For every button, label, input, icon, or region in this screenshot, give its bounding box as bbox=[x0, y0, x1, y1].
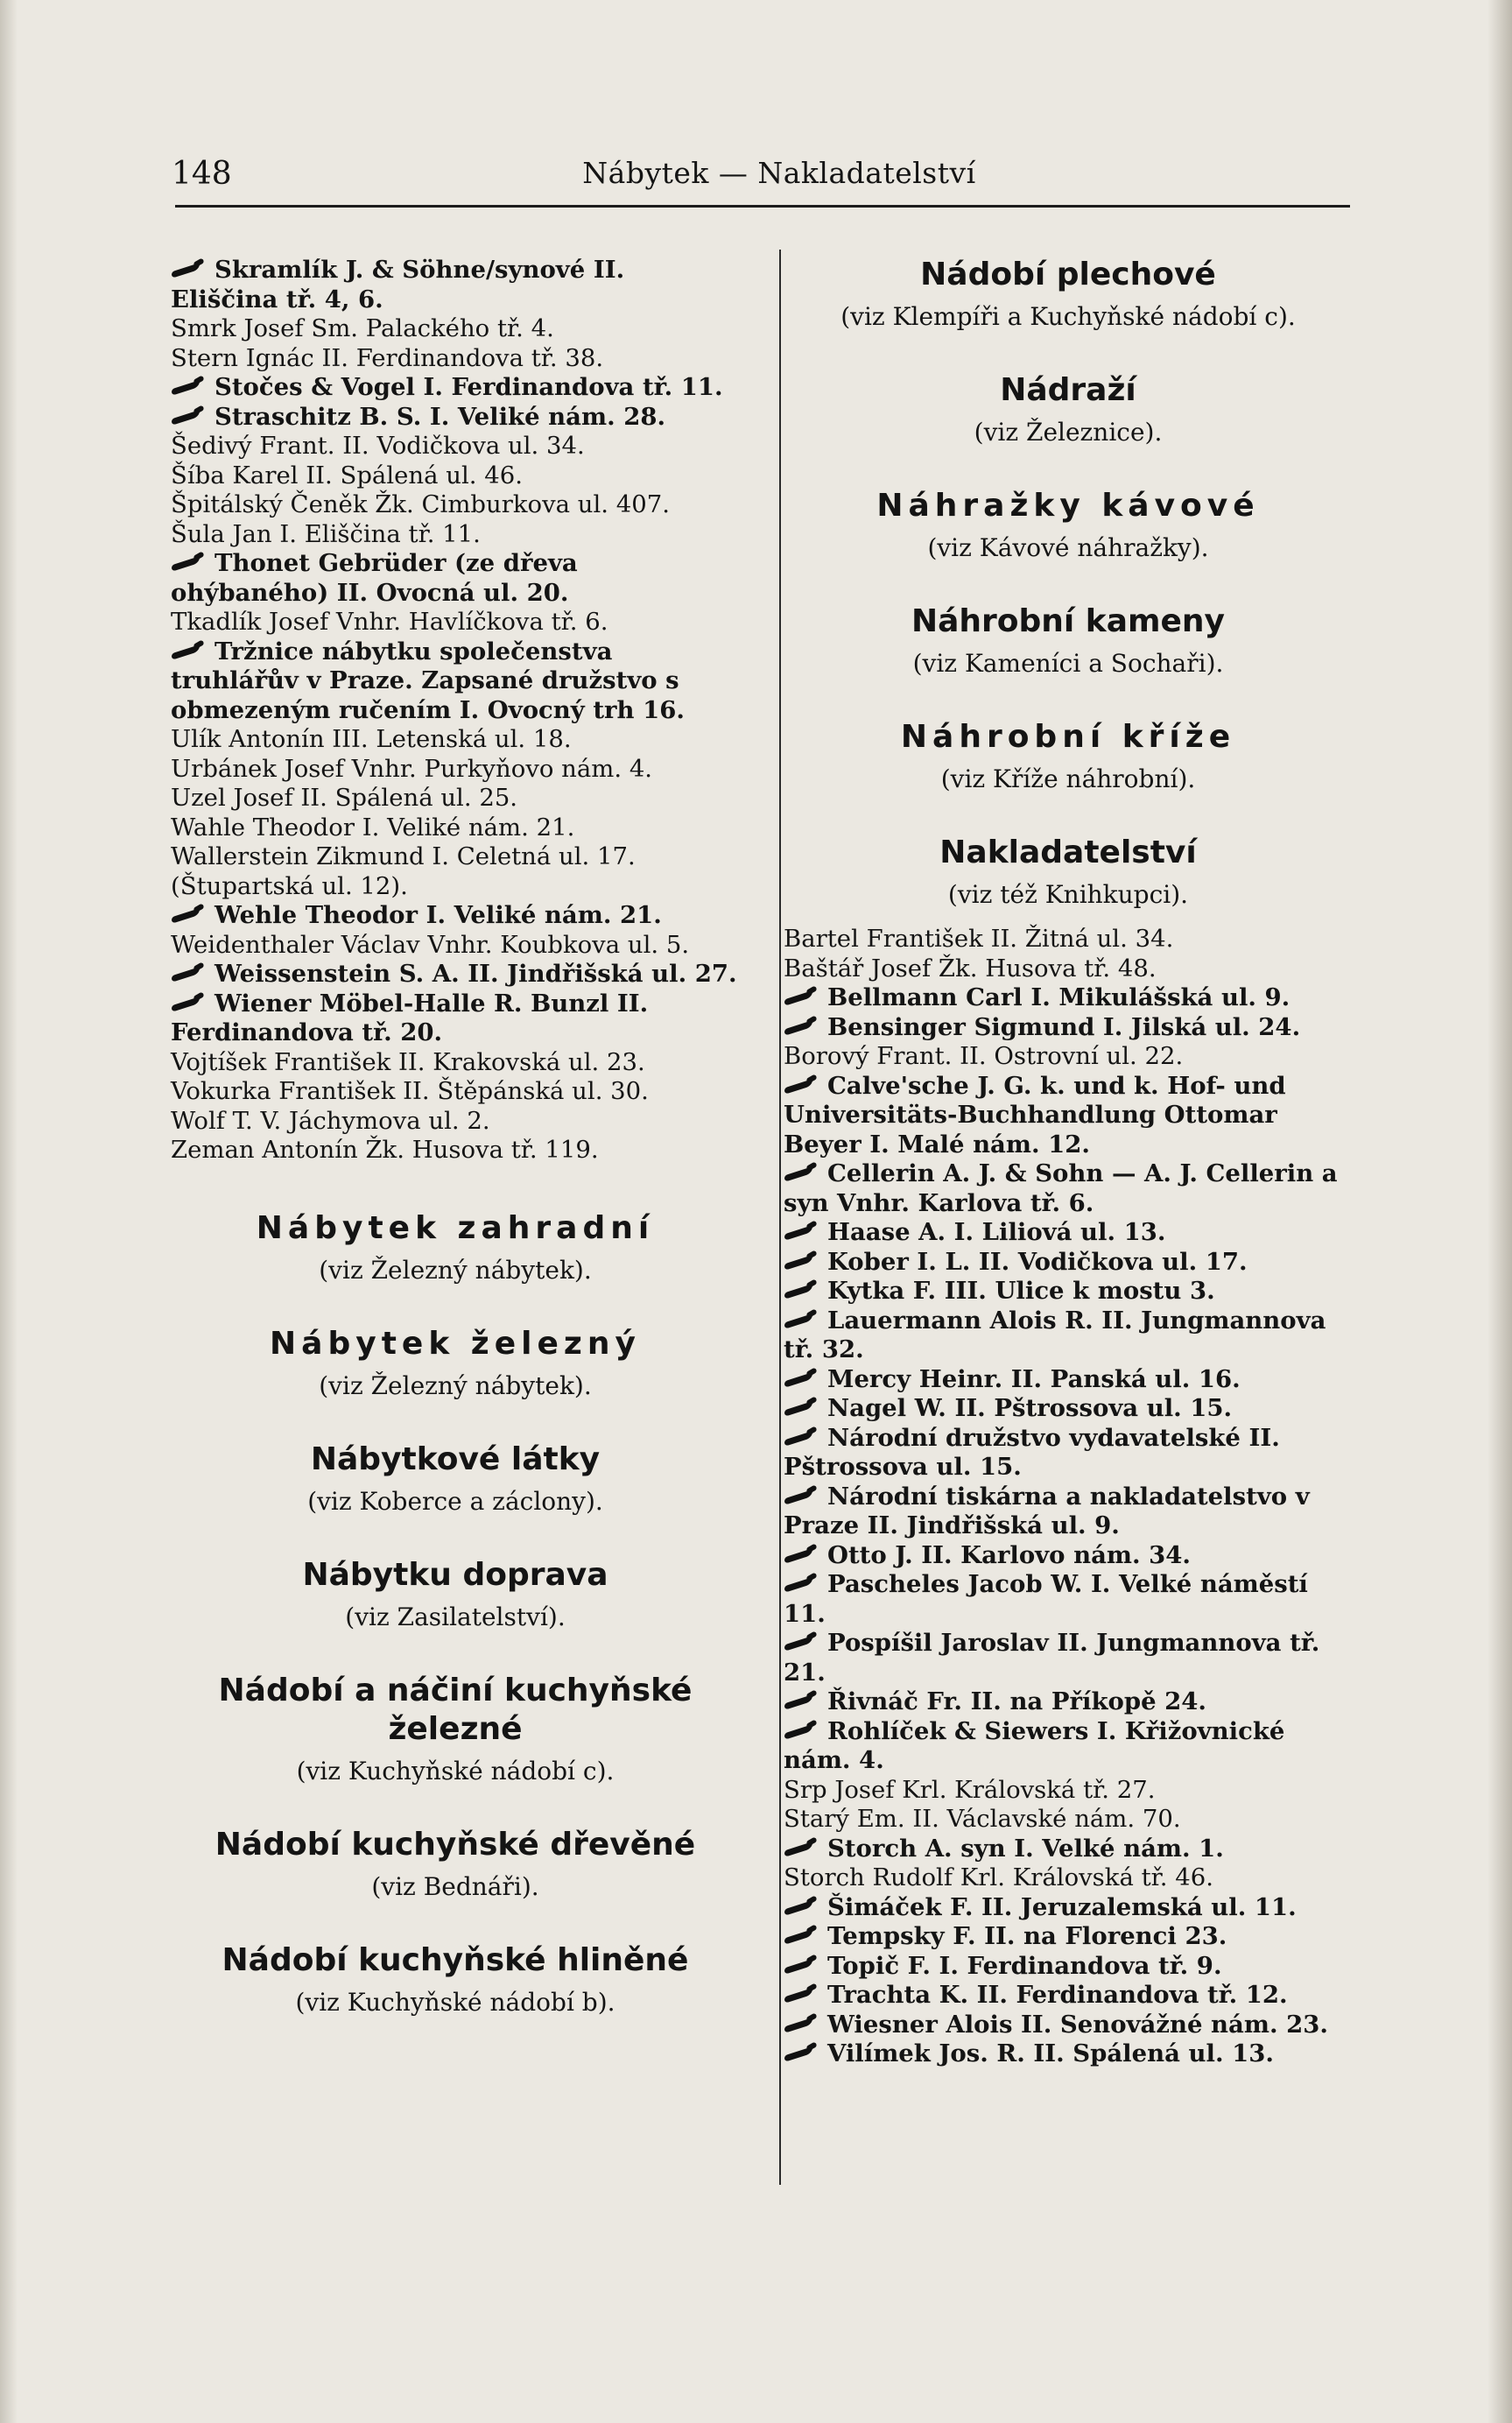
directory-entry bbox=[784, 1863, 1353, 1893]
cross-reference-note: (viz Kříže náhrobní). bbox=[940, 764, 1196, 793]
directory-entry bbox=[171, 520, 740, 550]
section-heading: Nábytkové látky bbox=[310, 1440, 601, 1477]
section-heading: Nábytku doprava bbox=[302, 1556, 608, 1593]
pointing-hand-icon bbox=[784, 1985, 820, 2004]
entry-text: Wahle Theodor I. Veliké nám. 21. bbox=[171, 813, 575, 842]
entry-text: Bensinger Sigmund I. Jilská ul. 24. bbox=[827, 1012, 1301, 1041]
section-heading-block bbox=[171, 1325, 740, 1402]
entry-text: Trachta K. II. Ferdinandova tř. 12. bbox=[827, 1981, 1288, 2009]
entry-text: Wolf T. V. Jáchymova ul. 2. bbox=[171, 1106, 490, 1135]
entry-text: Šimáček F. II. Jeruzalemská ul. 11. bbox=[827, 1892, 1297, 1921]
entry-text: Wallerstein Zikmund I. Celetná ul. 17. (Štupartská ul. 12). bbox=[171, 842, 636, 900]
entry-text: Bartel František II. Žitná ul. 34. bbox=[784, 925, 1174, 953]
cross-reference-note: (viz Koberce a záclony). bbox=[307, 1486, 603, 1516]
directory-entry bbox=[171, 1136, 740, 1166]
directory-entry bbox=[171, 432, 740, 461]
directory-entry bbox=[171, 784, 740, 814]
pointing-hand-icon bbox=[784, 2044, 820, 2063]
directory-entry bbox=[784, 954, 1353, 984]
pointing-hand-icon bbox=[171, 260, 207, 279]
pointing-hand-icon bbox=[784, 1428, 820, 1447]
directory-entry bbox=[784, 1159, 1353, 1218]
pointing-hand-icon bbox=[784, 1398, 820, 1418]
directory-entry bbox=[784, 1687, 1353, 1717]
entry-text: Lauermann Alois R. II. Jungmannova tř. 32. bbox=[784, 1306, 1326, 1363]
pointing-hand-icon bbox=[784, 1898, 820, 1917]
entry-text: Storch Rudolf Krl. Královská tř. 46. bbox=[784, 1863, 1213, 1891]
directory-entry bbox=[784, 1248, 1353, 1278]
pointing-hand-icon bbox=[784, 988, 820, 1007]
pointing-hand-icon bbox=[784, 1956, 820, 1976]
entry-text: Bellmann Carl I. Mikulášská ul. 9. bbox=[827, 983, 1290, 1011]
entry-text: Národní tiskárna a nakladatelstvo v Praze II. Jindřišská ul. 9. bbox=[784, 1482, 1310, 1539]
entry-text: Tempsky F. II. na Florenci 23. bbox=[827, 1922, 1227, 1950]
entry-text: Řivnáč Fr. II. na Příkopě 24. bbox=[827, 1687, 1206, 1715]
entry-text: Vilímek Jos. R. II. Spálená ul. 13. bbox=[827, 2039, 1274, 2067]
directory-entry bbox=[171, 403, 740, 433]
directory-entry bbox=[784, 1394, 1353, 1424]
running-head: Nábytek — Nakladatelství bbox=[582, 156, 976, 190]
directory-entry bbox=[171, 814, 740, 843]
directory-entry bbox=[784, 1072, 1353, 1160]
directory-entry bbox=[171, 1077, 740, 1107]
section-heading: Náhrobní kameny bbox=[911, 603, 1226, 639]
entry-text: Šíba Karel II. Spálená ul. 46. bbox=[171, 461, 523, 490]
cross-reference-note: (viz Železný nábytek). bbox=[319, 1370, 592, 1400]
directory-entry bbox=[171, 314, 740, 344]
pointing-hand-icon bbox=[784, 1546, 820, 1565]
directory-entry bbox=[784, 1952, 1353, 1982]
entry-text: Calve'sche J. G. k. und k. Hof- und Universitäts-Buchhandlung Ottomar Beyer I. Malé nám. 12. bbox=[784, 1071, 1286, 1159]
directory-entry bbox=[784, 1717, 1353, 1776]
directory-entry bbox=[784, 1981, 1353, 2011]
pointing-hand-icon bbox=[784, 2015, 820, 2034]
section-heading-block bbox=[171, 1672, 740, 1787]
entry-text: Smrk Josef Sm. Palackého tř. 4. bbox=[171, 314, 554, 342]
entry-text: Vojtíšek František II. Krakovská ul. 23. bbox=[171, 1047, 645, 1076]
section-heading: Náhražky kávové bbox=[876, 488, 1260, 524]
directory-entry bbox=[171, 1048, 740, 1078]
directory-entry bbox=[784, 1277, 1353, 1307]
pointing-hand-icon bbox=[784, 1722, 820, 1741]
entry-text: Wiener Möbel-Halle R. Bunzl II. Ferdinandova tř. 20. bbox=[171, 989, 649, 1046]
pointing-hand-icon bbox=[171, 407, 207, 426]
entry-text: Stočes & Vogel I. Ferdinandova tř. 11. bbox=[214, 373, 723, 401]
entry-text: Weissenstein S. A. II. Jindřišská ul. 27. bbox=[214, 960, 737, 988]
cross-reference-note: (viz též Knihkupci). bbox=[947, 880, 1189, 909]
right-column bbox=[784, 256, 1353, 2069]
entry-text: Šedivý Frant. II. Vodičkova ul. 34. bbox=[171, 432, 585, 460]
left-column bbox=[171, 256, 740, 2018]
directory-entry bbox=[784, 1013, 1353, 1043]
pointing-hand-icon bbox=[171, 905, 207, 925]
directory-entry bbox=[171, 344, 740, 374]
directory-entry bbox=[784, 1541, 1353, 1571]
entry-text: Topič F. I. Ferdinandova tř. 9. bbox=[827, 1951, 1222, 1980]
entry-text: Storch A. syn I. Velké nám. 1. bbox=[827, 1834, 1224, 1863]
directory-entry bbox=[171, 901, 740, 931]
entry-text: Haase A. I. Liliová ul. 13. bbox=[827, 1218, 1166, 1246]
directory-entry bbox=[784, 1218, 1353, 1248]
entry-text: Národní družstvo vydavatelské II. Pštrossova ul. 15. bbox=[784, 1423, 1280, 1481]
pointing-hand-icon bbox=[784, 1076, 820, 1095]
pointing-hand-icon bbox=[171, 964, 207, 983]
entry-text: Urbánek Josef Vnhr. Purkyňovo nám. 4. bbox=[171, 754, 653, 783]
directory-entry bbox=[171, 490, 740, 520]
section-heading: Nádobí kuchyňské hliněné bbox=[222, 1941, 689, 1978]
pointing-hand-icon bbox=[784, 1839, 820, 1858]
directory-entry bbox=[784, 2039, 1353, 2069]
directory-entry bbox=[784, 1483, 1353, 1541]
section-heading-block bbox=[784, 371, 1353, 448]
section-heading-block bbox=[784, 487, 1353, 564]
entry-text: Skramlík J. & Söhne/synové II. Eliščina tř. 4, 6. bbox=[171, 256, 625, 313]
column-divider bbox=[779, 250, 781, 2185]
directory-entry bbox=[171, 842, 740, 901]
entry-text: Tržnice nábytku společenstva truhlářův v Praze. Zapsané družstvo s obmezeným ručením I. Ovocný trh 16. bbox=[171, 637, 685, 724]
directory-entry bbox=[171, 931, 740, 961]
directory-entry bbox=[784, 1629, 1353, 1687]
entry-text: Otto J. II. Karlovo nám. 34. bbox=[827, 1540, 1191, 1569]
directory-entry bbox=[784, 1805, 1353, 1835]
section-heading: Nádraží bbox=[1000, 372, 1136, 408]
directory-entry bbox=[784, 1776, 1353, 1806]
pointing-hand-icon bbox=[784, 1311, 820, 1330]
pointing-hand-icon bbox=[784, 1692, 820, 1711]
entry-text: Uzel Josef II. Spálená ul. 25. bbox=[171, 784, 518, 812]
scan-shadow-left bbox=[0, 0, 18, 2423]
directory-entry bbox=[171, 990, 740, 1048]
directory-entry bbox=[784, 1365, 1353, 1395]
directory-entry bbox=[784, 1042, 1353, 1072]
entry-text: Pospíšil Jaroslav II. Jungmannova tř. 21. bbox=[784, 1629, 1320, 1687]
directory-entry bbox=[784, 1307, 1353, 1365]
section-heading-block bbox=[171, 1941, 740, 2018]
directory-entry bbox=[784, 2011, 1353, 2040]
cross-reference-note: (viz Železnice). bbox=[974, 418, 1163, 447]
cross-reference-note: (viz Kuchyňské nádobí c). bbox=[296, 1756, 615, 1786]
entry-text: Rohlíček & Siewers I. Křižovnické nám. 4. bbox=[784, 1716, 1285, 1774]
directory-entry bbox=[171, 755, 740, 785]
entry-text: Pascheles Jacob W. I. Velké náměstí 11. bbox=[784, 1570, 1308, 1628]
directory-entry bbox=[784, 1424, 1353, 1483]
entry-text: Šula Jan I. Eliščina tř. 11. bbox=[171, 519, 481, 548]
entry-text: Srp Josef Krl. Královská tř. 27. bbox=[784, 1775, 1156, 1804]
directory-entry bbox=[171, 373, 740, 403]
scan-shadow-right bbox=[1487, 0, 1512, 2423]
section-heading: Nakladatelství bbox=[939, 835, 1197, 870]
pointing-hand-icon bbox=[784, 1487, 820, 1506]
cross-reference-note: (viz Kameníci a Sochaři). bbox=[912, 649, 1224, 678]
directory-entry bbox=[784, 925, 1353, 954]
entry-text: Cellerin A. J. & Sohn — A. J. Cellerin a syn Vnhr. Karlova tř. 6. bbox=[784, 1159, 1338, 1217]
pointing-hand-icon bbox=[784, 1370, 820, 1389]
directory-entry bbox=[171, 960, 740, 990]
section-heading-block bbox=[784, 718, 1353, 795]
entry-text: Kytka F. III. Ulice k mostu 3. bbox=[827, 1277, 1215, 1305]
directory-entry bbox=[784, 1570, 1353, 1629]
directory-entry bbox=[171, 1107, 740, 1137]
section-heading-block bbox=[171, 1440, 740, 1518]
pointing-hand-icon bbox=[171, 642, 207, 661]
entry-text: Borový Frant. II. Ostrovní ul. 22. bbox=[784, 1042, 1184, 1070]
section-heading-block bbox=[171, 1556, 740, 1633]
directory-entry bbox=[784, 983, 1353, 1013]
entry-text: Wiesner Alois II. Senovážné nám. 23. bbox=[827, 2010, 1328, 2039]
directory-entry bbox=[171, 549, 740, 608]
entry-text: Straschitz B. S. I. Veliké nám. 28. bbox=[214, 402, 666, 431]
page-number: 148 bbox=[172, 156, 232, 192]
directory-entry bbox=[784, 1835, 1353, 1864]
pointing-hand-icon bbox=[171, 994, 207, 1013]
pointing-hand-icon bbox=[784, 1281, 820, 1300]
entry-text: Kober I. L. II. Vodičkova ul. 17. bbox=[827, 1247, 1248, 1276]
directory-entry bbox=[171, 461, 740, 491]
entry-text: Nagel W. II. Pštrossova ul. 15. bbox=[827, 1394, 1233, 1422]
entry-text: Tkadlík Josef Vnhr. Havlíčkova tř. 6. bbox=[171, 608, 608, 636]
entry-text: Ulík Antonín III. Letenská ul. 18. bbox=[171, 725, 572, 753]
section-heading-block bbox=[171, 1826, 740, 1903]
pointing-hand-icon bbox=[784, 1633, 820, 1652]
entry-text: Stern Ignác II. Ferdinandova tř. 38. bbox=[171, 343, 604, 372]
pointing-hand-icon bbox=[784, 1222, 820, 1242]
section-heading: Nábytek zahradní bbox=[256, 1209, 655, 1246]
directory-entry bbox=[784, 1893, 1353, 1923]
section-heading-block bbox=[171, 1209, 740, 1286]
section-heading: Nádobí a náčiní kuchyňské železné bbox=[218, 1672, 693, 1747]
pointing-hand-icon bbox=[171, 377, 207, 397]
cross-reference-note: (viz Zasilatelství). bbox=[345, 1602, 566, 1631]
directory-entry bbox=[171, 608, 740, 637]
section-heading: Nádobí plechové bbox=[920, 257, 1216, 292]
entry-text: Zeman Antonín Žk. Husova tř. 119. bbox=[171, 1136, 599, 1164]
cross-reference-note: (viz Železný nábytek). bbox=[319, 1255, 592, 1285]
entry-text: Thonet Gebrüder (ze dřeva ohýbaného) II. Ovocná ul. 20. bbox=[171, 549, 578, 607]
section-heading-block bbox=[784, 602, 1353, 680]
section-heading: Náhrobní kříže bbox=[900, 719, 1236, 755]
entry-text: Mercy Heinr. II. Panská ul. 16. bbox=[827, 1364, 1241, 1393]
section-heading-block bbox=[784, 834, 1353, 911]
pointing-hand-icon bbox=[784, 1252, 820, 1271]
directory-entry bbox=[171, 725, 740, 755]
cross-reference-note: (viz Kuchyňské nádobí b). bbox=[295, 1987, 615, 2017]
entry-text: Wehle Theodor I. Veliké nám. 21. bbox=[214, 901, 662, 929]
entry-text: Weidenthaler Václav Vnhr. Koubkova ul. 5. bbox=[171, 930, 690, 959]
cross-reference-note: (viz Bednáři). bbox=[371, 1871, 539, 1901]
entry-text: Baštář Josef Žk. Husova tř. 48. bbox=[784, 954, 1157, 983]
spacer bbox=[784, 911, 1353, 925]
pointing-hand-icon bbox=[784, 1574, 820, 1594]
directory-entry bbox=[171, 256, 740, 314]
pointing-hand-icon bbox=[784, 1018, 820, 1037]
directory-entry bbox=[171, 637, 740, 726]
section-heading-block bbox=[784, 256, 1353, 333]
pointing-hand-icon bbox=[784, 1926, 820, 1946]
pointing-hand-icon bbox=[784, 1164, 820, 1183]
entry-text: Vokurka František II. Štěpánská ul. 30. bbox=[171, 1077, 649, 1105]
cross-reference-note: (viz Kávové náhražky). bbox=[927, 533, 1209, 562]
entry-text: Starý Em. II. Václavské nám. 70. bbox=[784, 1805, 1181, 1833]
section-heading: Nádobí kuchyňské dřevěné bbox=[214, 1826, 696, 1863]
pointing-hand-icon bbox=[171, 553, 207, 573]
directory-entry bbox=[784, 1922, 1353, 1952]
header-rule bbox=[175, 205, 1350, 208]
cross-reference-note: (viz Klempíři a Kuchyňské nádobí c). bbox=[840, 302, 1296, 331]
entry-text: Špitálský Čeněk Žk. Cimburkova ul. 407. bbox=[171, 490, 670, 518]
section-heading: Nábytek železný bbox=[270, 1325, 641, 1362]
